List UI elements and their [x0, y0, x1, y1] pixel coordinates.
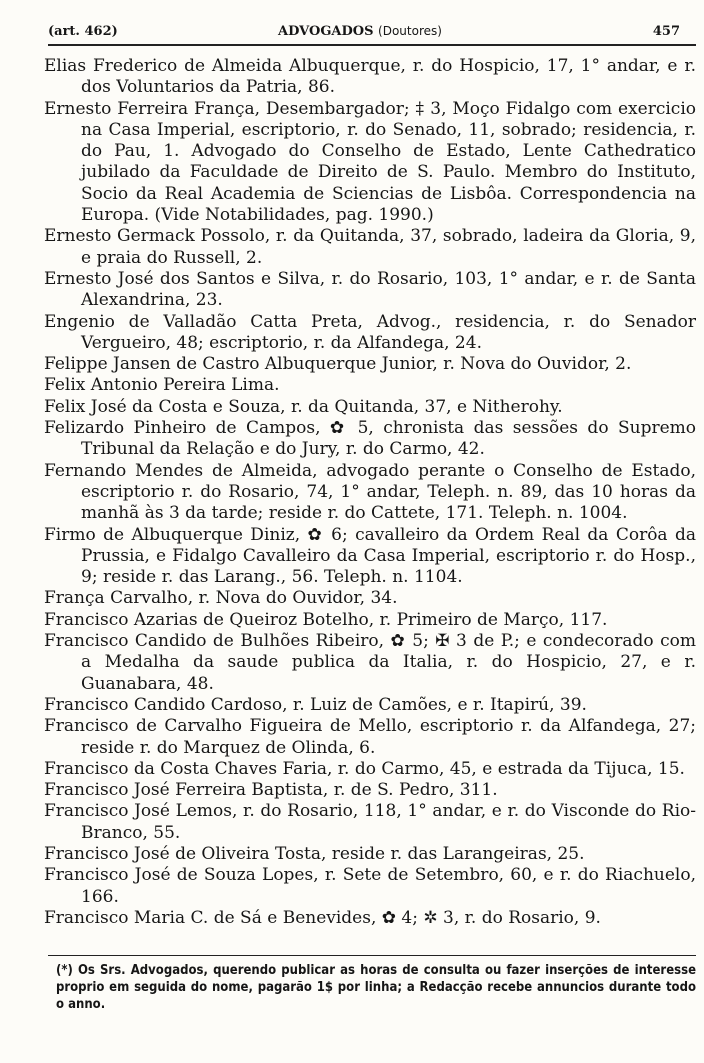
list-item: Francisco José de Oliveira Tosta, reside r. das Larangeiras, 25.	[44, 843, 585, 864]
list-item: Engenio de Valladão Catta Preta, Advog., residencia, r. do Senador Vergueiro, 48; escriptorio, r. da Alfandega, 24.	[44, 311, 696, 353]
page-number: 457	[652, 24, 680, 39]
footnote: (*) Os Srs. Advogados, querendo publicar as horas de consulta ou fazer inserções de interesse proprio em seguida do nome, pagarão 1$ por linha; a Redacção recebe annuncios durante todo o anno.	[56, 963, 696, 1012]
header-rule	[48, 44, 696, 46]
list-item: Francisco José Lemos, r. do Rosario, 118, 1° andar, e r. do Visconde do Rio-Branco, 55.	[44, 801, 696, 843]
section-reference: (art. 462)	[48, 24, 118, 39]
list-item: Ernesto Ferreira França, Desembargador; ‡ 3, Moço Fidalgo com exercicio na Casa Imperial, escriptorio, r. do Senado, 11, sobrado; residencia, r. do Pau, 1. Advogado do Conselho de Estado, Lente Cathedratico jubilado da Faculdade de Direito de S. Paulo. Membro do Instituto, Socio da Real Academia de Sciencias de Lisbôa. Correspondencia na Europa. (Vide Notabilidades, pag. 1990.)	[44, 98, 696, 226]
list-item: Ernesto José dos Santos e Silva, r. do Rosario, 103, 1° andar, e r. de Santa Alexandrina, 23.	[44, 268, 696, 311]
list-item: Elias Frederico de Almeida Albuquerque, r. do Hospicio, 17, 1° andar, e r. dos Voluntarios da Patria, 86.	[44, 56, 696, 98]
list-item: Felix José da Costa e Souza, r. da Quitanda, 37, e Nitherohy.	[44, 396, 563, 417]
list-item: Ernesto Germack Possolo, r. da Quitanda, 37, sobrado, ladeira da Gloria, 9, e praia do Russell, 2.	[44, 226, 696, 268]
title-text: ADVOGADOS	[278, 24, 374, 39]
list-item: França Carvalho, r. Nova do Ouvidor, 34.	[44, 588, 398, 609]
page-title	[278, 24, 442, 39]
list-item: Francisco Azarias de Queiroz Botelho, r. Primeiro de Março, 117.	[44, 609, 608, 630]
list-item: Firmo de Albuquerque Diniz, ✿ 6; cavalleiro da Ordem Real da Corôa da Prussia, e Fidalgo Cavalleiro da Casa Imperial, escriptorio r. do Hosp., 9; reside r. das Larang., 56. Teleph. n. 1104.	[44, 524, 696, 588]
list-item: Francisco Candido Cardoso, r. Luiz de Camões, e r. Itapirú, 39.	[44, 694, 587, 715]
list-item: Felippe Jansen de Castro Albuquerque Junior, r. Nova do Ouvidor, 2.	[44, 354, 632, 375]
list-item: Francisco de Carvalho Figueira de Mello, escriptorio r. da Alfandega, 27; reside r. do Marquez de Olinda, 6.	[44, 716, 696, 758]
list-item: Francisco da Costa Chaves Faria, r. do Carmo, 45, e estrada da Tijuca, 15.	[44, 758, 685, 779]
list-item: Francisco José Ferreira Baptista, r. de S. Pedro, 311.	[44, 780, 498, 801]
list-item: Fernando Mendes de Almeida, advogado perante o Conselho de Estado, escriptorio r. do Rosario, 74, 1° andar, Teleph. n. 89, das 10 horas da manhã às 3 da tarde; reside r. do Cattete, 171. Teleph. n. 1004.	[44, 460, 696, 524]
footnote-rule	[48, 955, 696, 956]
list-item: Francisco Maria C. de Sá e Benevides, ✿ 4; ✲ 3, r. do Rosario, 9.	[44, 907, 601, 928]
list-item: Felizardo Pinheiro de Campos, ✿ 5, chronista das sessões do Supremo Tribunal da Relação e do Jury, r. do Carmo, 42.	[44, 418, 696, 460]
list-item: Francisco Candido de Bulhões Ribeiro, ✿ 5; ✠ 3 de P.; e condecorado com a Medalha da saude publica da Italia, r. do Hospicio, 27, e r. Guanabara, 48.	[44, 631, 696, 694]
page-header	[48, 24, 684, 44]
entries-list	[44, 56, 696, 929]
list-item: Felix Antonio Pereira Lima.	[44, 375, 280, 396]
title-subtitle: (Doutores)	[378, 24, 442, 38]
list-item: Francisco José de Souza Lopes, r. Sete de Setembro, 60, e r. do Riachuelo, 166.	[44, 865, 696, 907]
